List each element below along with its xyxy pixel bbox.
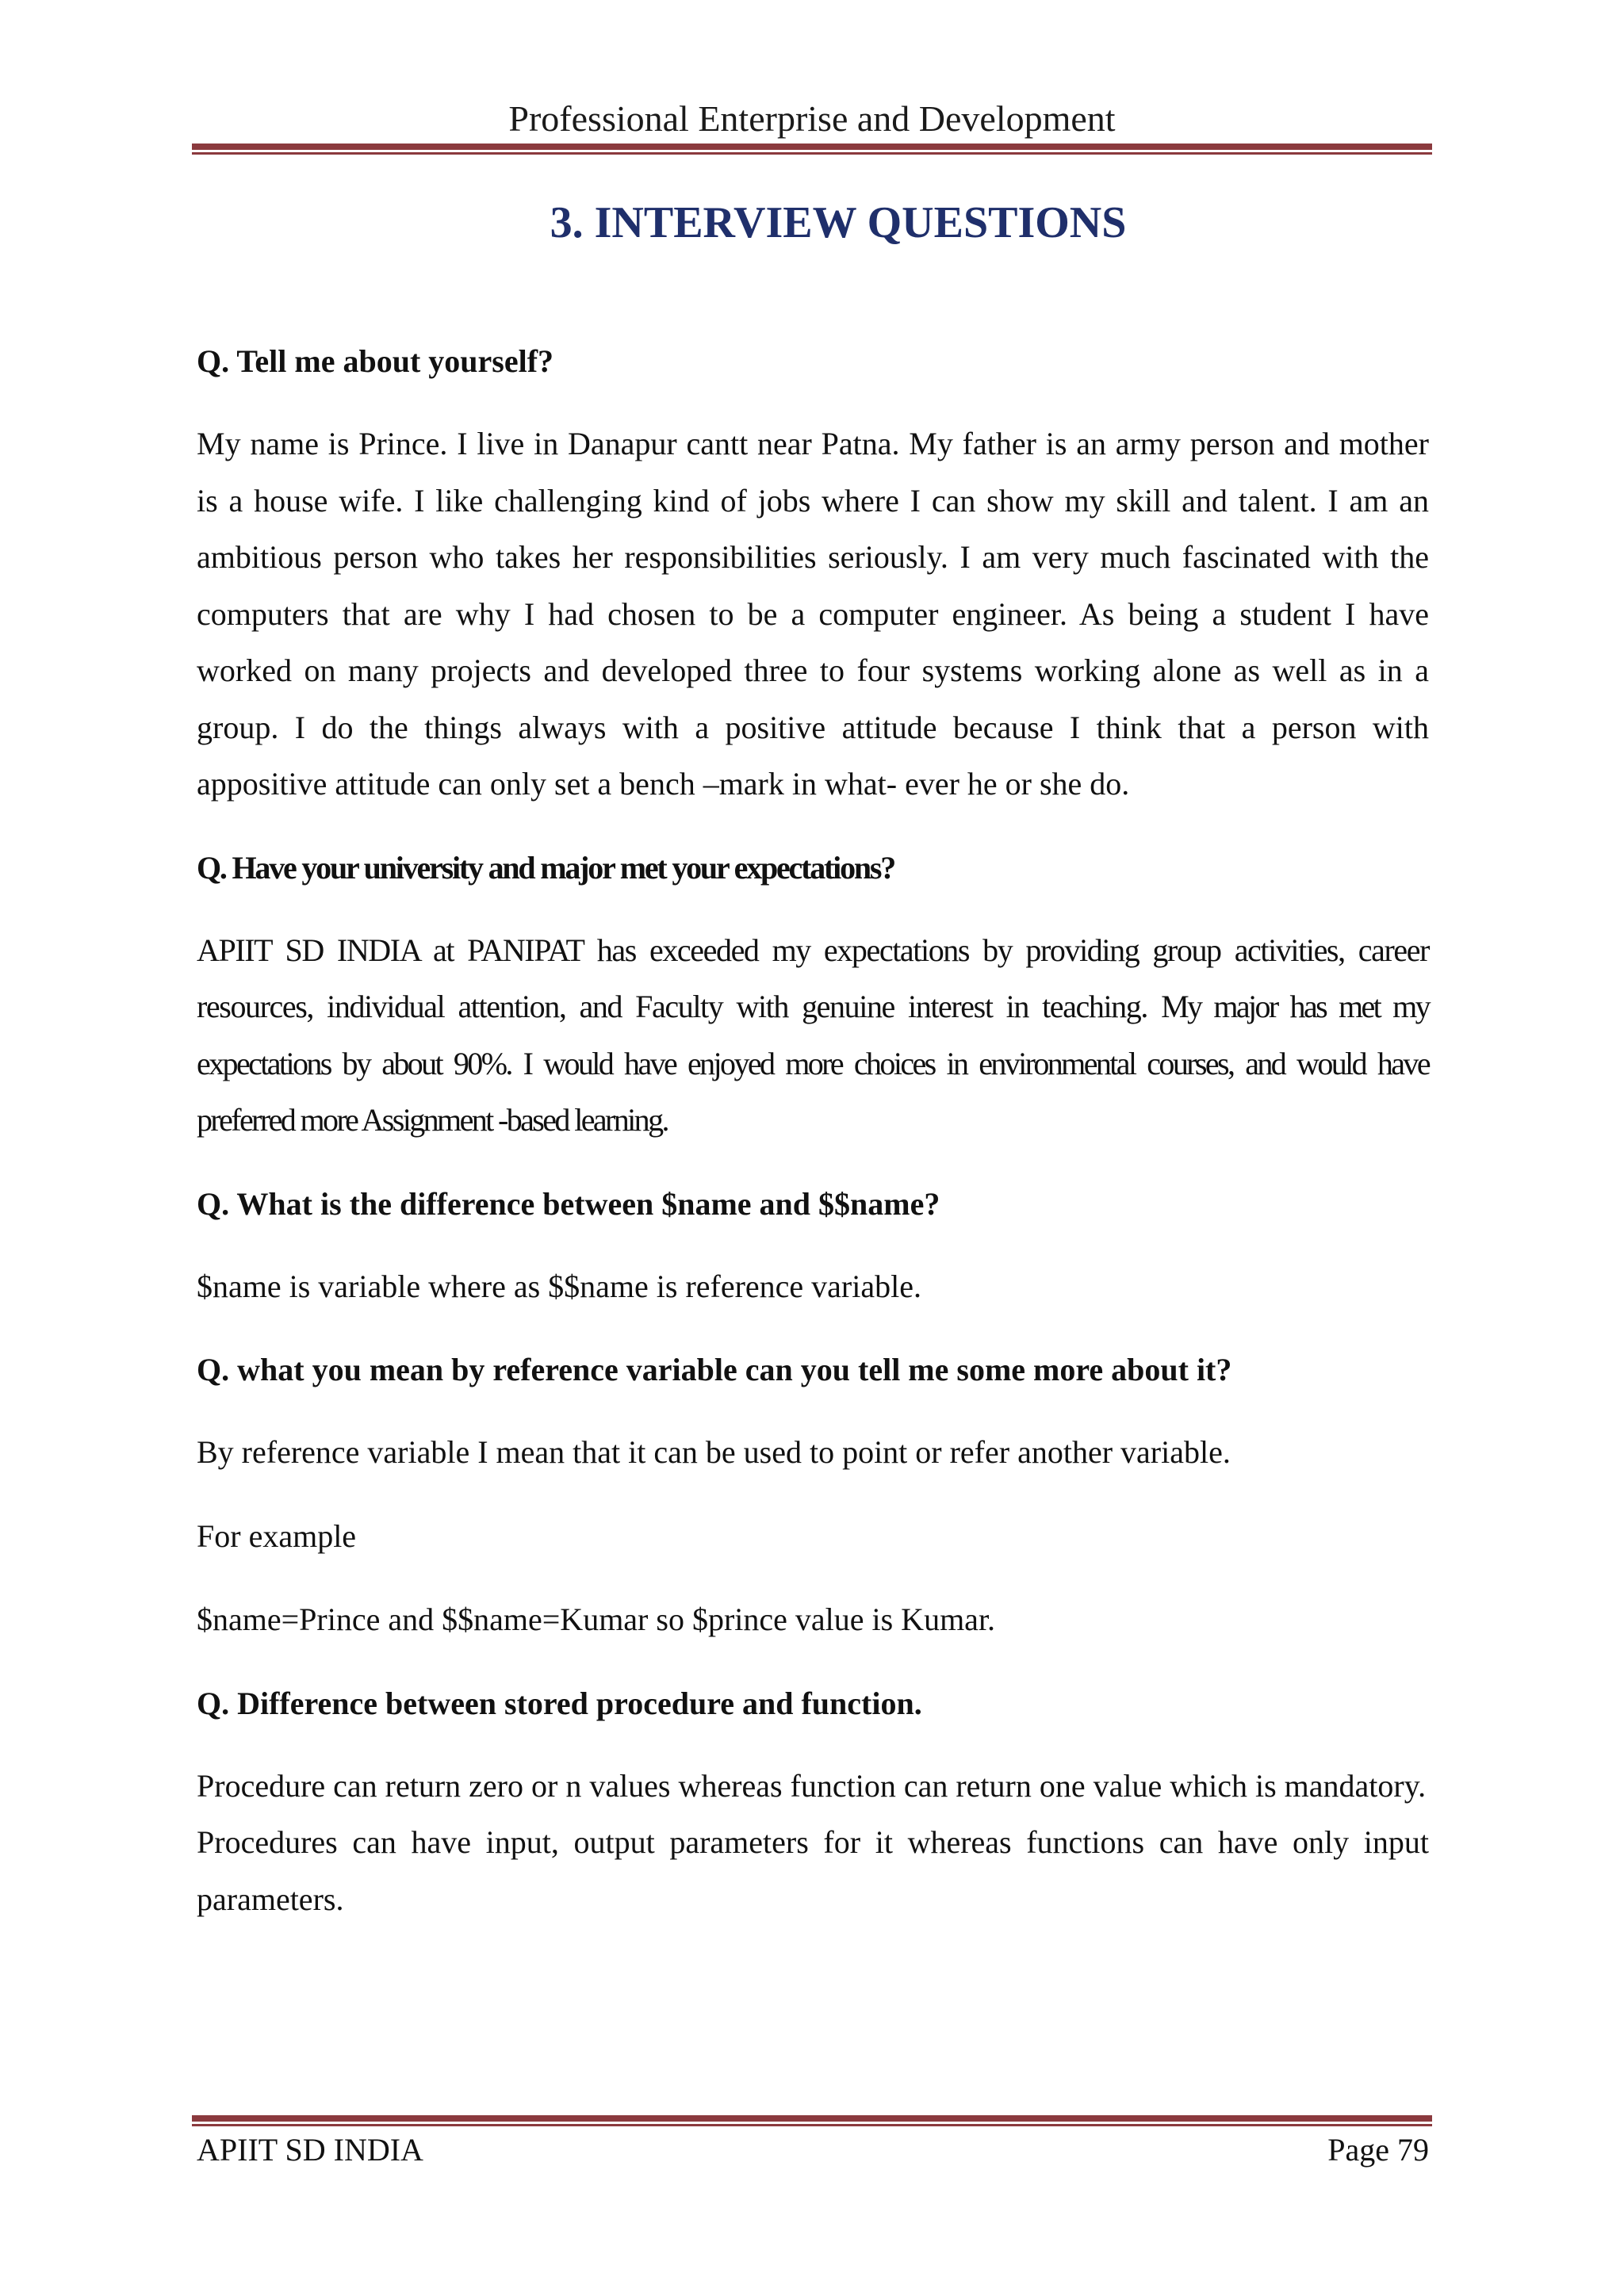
page-number: Page 79	[1327, 2132, 1429, 2168]
footer-rule	[192, 2115, 1432, 2126]
question-heading: Q. Tell me about yourself?	[197, 343, 554, 379]
answer-paragraph: By reference variable I mean that it can be used to point or refer another variable.	[197, 1434, 1231, 1470]
answer-paragraph	[197, 922, 1429, 1149]
question-heading: Q. what you mean by reference variable can you tell me some more about it?	[197, 1352, 1232, 1387]
qa-content	[197, 333, 1429, 1954]
page-footer	[197, 2128, 1429, 2172]
example-label: For example	[197, 1517, 357, 1554]
answer-text: My major has met my expectations by about 90%. I would have enjoyed more choices in environmental courses, and would have preferred more Assignment -based learning.	[197, 989, 1429, 1138]
question-heading: Q. What is the difference between $name and $$name?	[197, 1185, 940, 1222]
answer-paragraph: My name is Prince. I live in Danapur cantt near Patna. My father is an army person and mother is a house wife. I like challenging kind of jobs where I can show my skill and talent. I am an ambitious person who takes her responsibilities seriously. I am very much fascinated with the computers that are why I had chosen to be a computer engineer. As being a student I have worked on many projects and developed three to four systems working alone as well as in a group. I do the things always with a positive attitude because I think that a person with appositive attitude can only set a bench –mark in what- ever he or she do.	[197, 426, 1429, 802]
answer-text: APIIT SD INDIA at PANIPAT has exceeded my expectations by providing group activities, career resources, individual attention, and Faculty with genuine interest in teaching.	[197, 932, 1429, 1024]
header-rule	[192, 144, 1432, 155]
running-header: Professional Enterprise and Development	[508, 98, 1116, 139]
answer-paragraph: Procedures can have input, output parameters for it whereas functions can have only input parameters.	[197, 1824, 1429, 1917]
answer-paragraph: Procedure can return zero or n values whereas function can return one value which is mandatory.	[197, 1767, 1427, 1804]
footer-institution: APIIT SD INDIA	[197, 2132, 423, 2168]
question-heading: Q. Difference between stored procedure and function.	[197, 1685, 922, 1721]
chapter-title: 3. INTERVIEW QUESTIONS	[550, 198, 1127, 247]
example-text: $name=Prince and $$name=Kumar so $prince value is Kumar.	[197, 1601, 996, 1637]
answer-paragraph: $name is variable where as $$name is reference variable.	[197, 1268, 921, 1304]
question-heading: Q. Have your university and major met your expectations?	[197, 849, 895, 886]
